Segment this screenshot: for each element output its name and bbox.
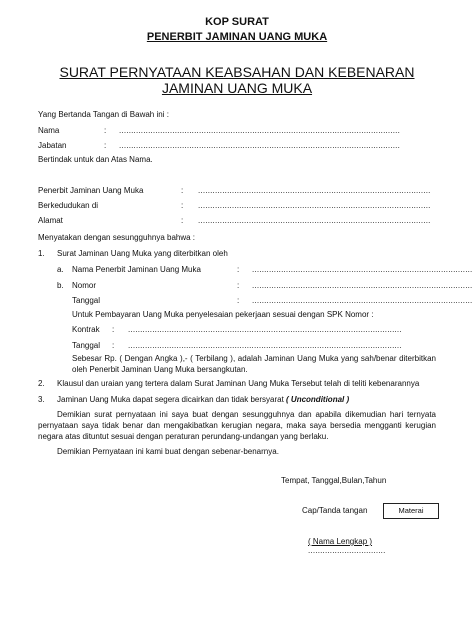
letterhead-line2: PENERBIT JAMINAN UANG MUKA [146,31,328,43]
name-field[interactable]: .................................................................................................................... [119,126,401,135]
letterhead-line1: KOP SURAT [205,16,269,28]
number-field[interactable]: ........................................................................................... [252,281,473,290]
position-label: Jabatan [38,141,67,150]
issuer-colon: : [181,186,184,195]
item3-text: Jaminan Uang Muka dapat segera dicairkan dan tidak bersyarat ( Unconditional ) [57,395,350,404]
full-name: ( Nama Lengkap ) [308,537,373,546]
item1-number: 1. [38,249,45,258]
document-title-line2: JAMINAN UANG MUKA [161,80,313,96]
date-colon: : [237,296,240,305]
acting-on-behalf: Bertindak untuk dan Atas Nama. [38,155,153,164]
closing-final-sentence: Demikian Pernyataan ini kami buat dengan sebenar-benarnya. [57,447,279,456]
number-label: Nomor [72,281,97,290]
stamp-signature-label: Cap/Tanda tangan [302,506,368,515]
item3-number: 3. [38,395,45,404]
issuer-name-colon: : [237,265,240,274]
name-colon: : [104,126,107,135]
issuer-name-field[interactable]: ........................................................................................... [252,265,473,274]
item1b-letter: b. [57,281,64,290]
contract-colon: : [112,325,115,334]
item1a-letter: a. [57,265,64,274]
item1-text: Surat Jaminan Uang Muka yang diterbitkan oleh [57,249,228,258]
signature-name-line[interactable]: ................................ [308,546,386,555]
contract-field[interactable]: ................................................................................................................. [128,325,402,334]
date-field[interactable]: ........................................................................................... [252,296,473,305]
name-label: Nama [38,126,60,135]
address-field[interactable]: ................................................................................................ [198,216,431,225]
contract-date-label: Tanggal [72,341,101,350]
contract-date-colon: : [112,341,115,350]
contract-date-field[interactable]: ................................................................................................................. [128,341,402,350]
document-title-line1: SURAT PERNYATAAN KEABSAHAN DAN KEBENARAN [59,64,415,80]
item2-number: 2. [38,379,45,388]
contract-label: Kontrak [72,325,100,334]
number-colon: : [237,281,240,290]
closing-paragraph: Demikian surat pernyataan ini saya buat dengan sesungguhnya dan apabila dikemudian hari ternyata pernyataan saya tidak benar dan mengakibatkan kerugian negara, maka saya bersedia mengganti kerugian negara atas dituntut sesuai dengan peraturan perundang-undangan yang berlaku. [38,410,436,441]
address-colon: : [181,216,184,225]
position-field[interactable]: .................................................................................................................... [119,141,401,150]
domicile-field[interactable]: ................................................................................................ [198,201,431,210]
issuer-name-label: Nama Penerbit Jaminan Uang Muka [72,265,201,274]
domicile-colon: : [181,201,184,210]
position-colon: : [104,141,107,150]
item2-text: Klausul dan uraian yang tertera dalam Surat Jaminan Uang Muka Tersebut telah di teliti kebenarannya [57,379,420,388]
declaration-intro: Menyatakan dengan sesungguhnya bahwa : [38,233,196,242]
issuer-label: Penerbit Jaminan Uang Muka [38,186,144,195]
domicile-label: Berkedudukan di [38,201,99,210]
issuer-field[interactable]: ................................................................................................ [198,186,431,195]
amount-statement: Sebesar Rp. ( Dengan Angka ),- ( Terbilang ), adalah Jaminan Uang Muka yang sah/benar diterbitkan oleh Penerbit Jaminan Uang Muka bersangkutan. [72,354,436,374]
materai-stamp-box: Materai [383,503,439,519]
place-date: Tempat, Tanggal,Bulan,Tahun [281,476,387,485]
address-label: Alamat [38,216,63,225]
signer-intro: Yang Bertanda Tangan di Bawah ini : [38,110,169,119]
date-label: Tanggal [72,296,101,305]
spk-text: Untuk Pembayaran Uang Muka penyelesaian pekerjaan sesuai dengan SPK Nomor : [72,310,374,319]
